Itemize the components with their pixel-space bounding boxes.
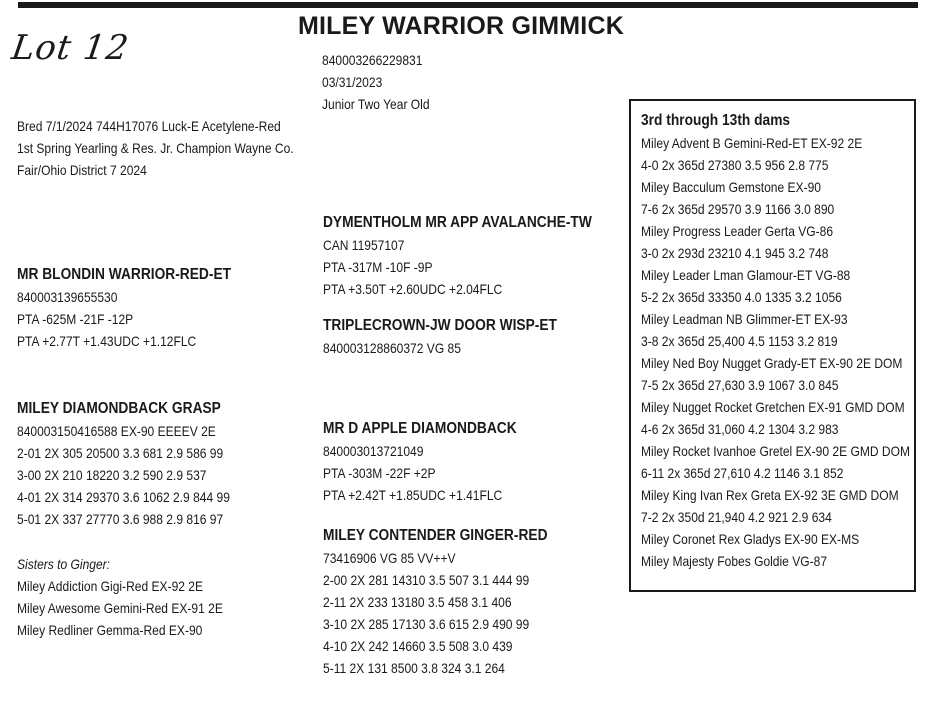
- note-line: 1st Spring Yearling & Res. Jr. Champion Wayne Co.: [17, 140, 294, 156]
- dams-box-line: 4-6 2x 365d 31,060 4.2 1304 3.2 983: [641, 421, 839, 437]
- dam-dam-block: [323, 525, 584, 679]
- dams-box-line: 7-5 2x 365d 27,630 3.9 1067 3.0 845: [641, 377, 839, 393]
- dams-box-line: Miley Advent B Gemini-Red-ET EX-92 2E: [641, 135, 863, 151]
- dam-line: 3-00 2X 210 18220 3.2 590 2.9 537: [17, 467, 207, 483]
- dams-box-line: Miley Majesty Fobes Goldie VG-87: [641, 553, 828, 569]
- dam-dam-line: 2-00 2X 281 14310 3.5 507 3.1 444 99: [323, 572, 530, 588]
- sister-item: Miley Redliner Gemma-Red EX-90: [17, 622, 203, 638]
- dams-box-line: 7-2 2x 350d 21,940 4.2 921 2.9 634: [641, 509, 832, 525]
- dams-box-line: Miley Ned Boy Nugget Grady-ET EX-90 2E DOM: [641, 355, 903, 371]
- note-line: Fair/Ohio District 7 2024: [17, 162, 147, 178]
- notes-block: [17, 115, 339, 181]
- note-line: Bred 7/1/2024 744H17076 Luck-E Acetylene-Red: [17, 118, 281, 134]
- dam-line: 5-01 2X 337 27770 3.6 988 2.9 816 97: [17, 511, 224, 527]
- sister-item: Miley Awesome Gemini-Red EX-91 2E: [17, 600, 223, 616]
- dams-box-heading: 3rd through 13th dams: [641, 112, 791, 129]
- dams-box-line: 4-0 2x 365d 27380 3.5 956 2.8 775: [641, 157, 829, 173]
- sire-sire-line: PTA +3.50T +2.60UDC +2.04FLC: [323, 281, 503, 297]
- dams-box-line: Miley Coronet Rex Gladys EX-90 EX-MS: [641, 531, 860, 547]
- sire-name: MR BLONDIN WARRIOR-RED-ET: [17, 266, 232, 283]
- dams-box-line: Miley Rocket Ivanhoe Gretel EX-90 2E GMD DOM: [641, 443, 910, 459]
- animal-class: Junior Two Year Old: [322, 96, 430, 112]
- dams-box-line: Miley Bacculum Gemstone EX-90: [641, 179, 822, 195]
- animal-birth-date: 03/31/2023: [322, 74, 383, 90]
- dams-box-line: 3-0 2x 293d 23210 4.1 945 3.2 748: [641, 245, 829, 261]
- dam-sire-line: 840003013721049: [323, 443, 424, 459]
- dam-dam-name: MILEY CONTENDER GINGER-RED: [323, 527, 548, 544]
- sire-sire-line: CAN 11957107: [323, 237, 405, 253]
- dams-box-line: 5-2 2x 365d 33350 4.0 1335 3.2 1056: [641, 289, 842, 305]
- dam-dam-line: 2-11 2X 233 13180 3.5 458 3.1 406: [323, 594, 512, 610]
- dam-sire-line: PTA +2.42T +1.85UDC +1.41FLC: [323, 487, 503, 503]
- dam-dam-line: 5-11 2X 131 8500 3.8 324 3.1 264: [323, 660, 505, 676]
- sisters-block: [17, 553, 256, 641]
- animal-info: [322, 49, 447, 115]
- sire-line: PTA +2.77T +1.43UDC +1.12FLC: [17, 333, 197, 349]
- dam-block: [17, 398, 265, 530]
- sire-sire-line: PTA -317M -10F -9P: [323, 259, 433, 275]
- dams-box-line: Miley King Ivan Rex Greta EX-92 3E GMD DOM: [641, 487, 899, 503]
- sire-line: PTA -625M -21F -12P: [17, 311, 134, 327]
- dams-box-line: Miley Leader Lman Glamour-ET VG-88: [641, 267, 851, 283]
- dams-box-line: 7-6 2x 365d 29570 3.9 1166 3.0 890: [641, 201, 835, 217]
- sire-sire-block: [323, 212, 636, 300]
- animal-reg-number: 840003266229831: [322, 52, 423, 68]
- dam-sire-block: [323, 418, 548, 506]
- sire-sire-name: DYMENTHOLM MR APP AVALANCHE-TW: [323, 214, 592, 231]
- sire-dam-name: TRIPLECROWN-JW DOOR WISP-ET: [323, 317, 557, 334]
- lot-number: Lot 12: [9, 28, 132, 68]
- dam-line: 4-01 2X 314 29370 3.6 1062 2.9 844 99: [17, 489, 230, 505]
- sire-dam-block: [323, 315, 595, 359]
- dams-box-line: 3-8 2x 365d 25,400 4.5 1153 3.2 819: [641, 333, 838, 349]
- sire-dam-line: 840003128860372 VG 85: [323, 340, 461, 356]
- sisters-heading: Sisters to Ginger:: [17, 556, 111, 572]
- dams-box-line: Miley Nugget Rocket Gretchen EX-91 GMD DOM: [641, 399, 905, 415]
- dam-dam-line: 73416906 VG 85 VV++V: [323, 550, 456, 566]
- dam-line: 2-01 2X 305 20500 3.3 681 2.9 586 99: [17, 445, 224, 461]
- dam-name: MILEY DIAMONDBACK GRASP: [17, 400, 221, 417]
- dam-sire-line: PTA -303M -22F +2P: [323, 465, 436, 481]
- dams-box-line: Miley Progress Leader Gerta VG-86: [641, 223, 834, 239]
- top-rule: [18, 2, 918, 8]
- dam-sire-name: MR D APPLE DIAMONDBACK: [323, 420, 517, 437]
- dams-box-line: Miley Leadman NB Glimmer-ET EX-93: [641, 311, 848, 327]
- dam-dam-line: 4-10 2X 242 14660 3.5 508 3.0 439: [323, 638, 513, 654]
- dam-line: 840003150416588 EX-90 EEEEV 2E: [17, 423, 216, 439]
- sister-item: Miley Addiction Gigi-Red EX-92 2E: [17, 578, 204, 594]
- dam-dam-line: 3-10 2X 285 17130 3.6 615 2.9 490 99: [323, 616, 530, 632]
- dams-box-content: [641, 110, 948, 572]
- animal-name: MILEY WARRIOR GIMMICK: [298, 12, 624, 40]
- dams-box-line: 6-11 2x 365d 27,610 4.2 1146 3.1 852: [641, 465, 844, 481]
- dams-box: [629, 99, 916, 592]
- sire-line: 840003139655530: [17, 289, 118, 305]
- sire-block: [17, 264, 266, 352]
